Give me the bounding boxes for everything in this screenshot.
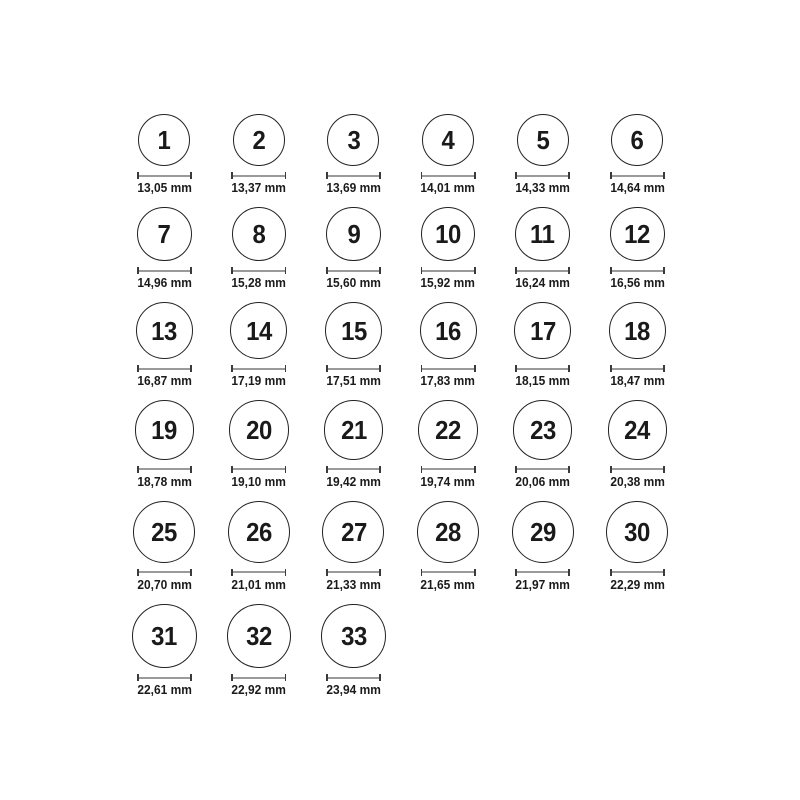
diameter-measure-line <box>610 466 665 473</box>
measure-bar <box>139 677 190 679</box>
diameter-measure-line <box>137 267 192 274</box>
diameter-measure-line <box>137 365 192 372</box>
measure-right-tick <box>474 569 476 576</box>
measure-right-tick <box>474 267 476 274</box>
measure-bar <box>328 468 379 470</box>
measure-right-tick <box>285 466 287 473</box>
measure-right-tick <box>190 466 192 473</box>
diameter-measure-line <box>137 466 192 473</box>
ring-size-cell <box>306 302 401 389</box>
diameter-measure-line <box>326 267 381 274</box>
measure-right-tick <box>379 674 381 681</box>
ring-circle <box>138 114 190 166</box>
ring-size-row <box>117 501 687 593</box>
ring-size-number: 12 <box>624 219 651 250</box>
ring-size-cell <box>401 400 496 489</box>
diameter-measure-line <box>231 267 286 274</box>
ring-size-number: 2 <box>252 125 266 155</box>
ring-circle <box>325 302 382 359</box>
measure-right-tick <box>663 365 665 372</box>
diameter-label: 15,28 mm <box>231 275 287 291</box>
diameter-label: 21,97 mm <box>515 576 570 592</box>
measure-bar <box>612 571 663 573</box>
diameter-measure-line <box>326 569 381 576</box>
measure-bar <box>139 175 190 177</box>
ring-circle <box>230 302 287 359</box>
ring-size-number: 14 <box>246 315 272 346</box>
diameter-label: 15,92 mm <box>420 275 476 291</box>
ring-size-row <box>117 302 687 389</box>
ring-circle <box>229 400 289 460</box>
diameter-measure-line <box>326 365 381 372</box>
diameter-label: 21,33 mm <box>326 576 381 592</box>
ring-size-cell <box>495 400 590 489</box>
ring-size-number: 21 <box>340 415 367 446</box>
diameter-label: 18,47 mm <box>609 373 665 389</box>
diameter-measure-line <box>326 466 381 473</box>
ring-size-cell <box>495 207 590 291</box>
measure-right-tick <box>474 466 476 473</box>
measure-right-tick <box>663 466 665 473</box>
measure-bar <box>612 468 663 470</box>
ring-circle <box>136 302 193 359</box>
ring-size-number: 10 <box>435 219 461 250</box>
measure-bar <box>139 270 190 272</box>
measure-bar <box>328 571 379 573</box>
measure-bar <box>139 468 190 470</box>
measure-right-tick <box>379 569 381 576</box>
ring-size-number: 29 <box>529 516 556 547</box>
measure-bar <box>139 368 190 370</box>
ring-circle <box>513 400 573 460</box>
ring-size-cell <box>590 114 685 196</box>
ring-size-cell <box>306 400 401 489</box>
measure-right-tick <box>379 267 381 274</box>
measure-bar <box>422 270 473 272</box>
diameter-label: 20,70 mm <box>137 576 192 592</box>
ring-size-cell <box>306 207 401 291</box>
diameter-label: 22,61 mm <box>137 682 192 698</box>
ring-size-number: 6 <box>630 125 644 155</box>
ring-circle <box>422 114 474 166</box>
ring-circle <box>417 501 479 563</box>
diameter-label: 14,01 mm <box>420 180 476 195</box>
diameter-measure-line <box>326 172 381 179</box>
ring-size-cell <box>117 604 212 698</box>
diameter-label: 22,29 mm <box>609 576 665 592</box>
ring-circle <box>609 302 666 359</box>
ring-size-cell <box>306 114 401 196</box>
diameter-label: 13,05 mm <box>137 180 192 195</box>
ring-circle <box>133 501 195 563</box>
measure-bar <box>328 175 379 177</box>
ring-size-number: 1 <box>157 125 171 155</box>
ring-size-cell <box>590 207 685 291</box>
ring-size-cell <box>306 604 401 698</box>
diameter-measure-line <box>610 569 665 576</box>
measure-right-tick <box>190 172 192 179</box>
measure-bar <box>139 571 190 573</box>
measure-right-tick <box>474 172 476 179</box>
diameter-label: 15,60 mm <box>326 275 381 291</box>
ring-size-number: 9 <box>347 219 360 250</box>
measure-bar <box>422 175 473 177</box>
diameter-label: 14,33 mm <box>515 180 570 195</box>
ring-size-cell <box>212 302 307 389</box>
measure-bar <box>233 175 284 177</box>
diameter-measure-line <box>421 267 476 274</box>
ring-size-number: 5 <box>536 125 550 155</box>
ring-size-cell <box>117 302 212 389</box>
ring-size-cell <box>401 302 496 389</box>
ring-size-cell <box>212 114 307 196</box>
measure-bar <box>517 368 568 370</box>
ring-circle <box>517 114 569 166</box>
measure-right-tick <box>379 365 381 372</box>
ring-circle <box>327 114 379 166</box>
ring-size-number: 8 <box>252 219 266 250</box>
diameter-label: 19,42 mm <box>326 473 381 489</box>
ring-size-chart <box>117 114 687 709</box>
diameter-label: 20,06 mm <box>515 473 570 489</box>
ring-size-cell <box>495 114 590 196</box>
ring-circle <box>322 501 384 563</box>
measure-bar <box>422 468 473 470</box>
ring-circle <box>321 604 386 669</box>
ring-size-number: 24 <box>624 415 651 446</box>
ring-size-number: 15 <box>340 315 367 346</box>
diameter-label: 17,83 mm <box>420 373 476 389</box>
diameter-measure-line <box>231 172 286 179</box>
ring-size-row <box>117 400 687 489</box>
diameter-measure-line <box>421 569 476 576</box>
measure-bar <box>422 571 473 573</box>
ring-circle <box>418 400 478 460</box>
ring-size-cell <box>117 207 212 291</box>
ring-circle <box>132 604 197 669</box>
ring-size-cell <box>590 501 685 593</box>
ring-size-number: 31 <box>151 620 178 651</box>
measure-bar <box>328 270 379 272</box>
measure-right-tick <box>379 466 381 473</box>
measure-right-tick <box>568 466 570 473</box>
measure-right-tick <box>568 569 570 576</box>
ring-size-cell <box>590 302 685 389</box>
ring-circle <box>324 400 384 460</box>
diameter-measure-line <box>231 569 286 576</box>
ring-size-number: 20 <box>246 415 272 446</box>
diameter-measure-line <box>231 674 286 681</box>
measure-bar <box>517 175 568 177</box>
ring-size-cell <box>306 501 401 593</box>
diameter-measure-line <box>231 466 286 473</box>
diameter-label: 20,38 mm <box>609 473 665 489</box>
ring-size-number: 13 <box>151 315 178 346</box>
diameter-measure-line <box>421 466 476 473</box>
measure-right-tick <box>285 569 287 576</box>
measure-right-tick <box>285 365 287 372</box>
measure-right-tick <box>663 172 665 179</box>
measure-bar <box>612 270 663 272</box>
diameter-label: 23,94 mm <box>326 682 381 698</box>
ring-size-cell <box>117 400 212 489</box>
diameter-label: 17,19 mm <box>231 373 287 389</box>
ring-size-number: 4 <box>441 125 455 155</box>
ring-circle <box>610 207 665 262</box>
measure-bar <box>233 677 284 679</box>
diameter-measure-line <box>421 365 476 372</box>
diameter-label: 13,69 mm <box>326 180 381 195</box>
ring-circle <box>137 207 192 262</box>
ring-size-number: 23 <box>529 415 556 446</box>
measure-bar <box>517 270 568 272</box>
measure-right-tick <box>568 267 570 274</box>
diameter-label: 16,56 mm <box>609 275 665 291</box>
ring-size-cell <box>495 302 590 389</box>
diameter-label: 18,78 mm <box>137 473 192 489</box>
ring-size-cell <box>117 501 212 593</box>
ring-size-number: 22 <box>435 415 461 446</box>
ring-circle <box>515 207 570 262</box>
ring-size-number: 19 <box>151 415 178 446</box>
ring-size-cell <box>212 604 307 698</box>
diameter-measure-line <box>137 172 192 179</box>
ring-circle <box>512 501 574 563</box>
measure-right-tick <box>285 674 287 681</box>
measure-right-tick <box>568 172 570 179</box>
diameter-measure-line <box>610 267 665 274</box>
diameter-label: 19,74 mm <box>420 473 476 489</box>
ring-size-row <box>117 207 687 291</box>
diameter-measure-line <box>326 674 381 681</box>
measure-right-tick <box>379 172 381 179</box>
measure-bar <box>233 368 284 370</box>
diameter-label: 13,37 mm <box>231 180 287 195</box>
measure-bar <box>517 468 568 470</box>
ring-circle <box>232 207 287 262</box>
diameter-measure-line <box>231 365 286 372</box>
measure-bar <box>517 571 568 573</box>
measure-right-tick <box>190 674 192 681</box>
ring-size-cell <box>212 207 307 291</box>
ring-circle <box>606 501 668 563</box>
ring-size-number: 28 <box>435 516 461 547</box>
ring-size-cell <box>495 501 590 593</box>
ring-size-number: 30 <box>624 516 651 547</box>
ring-size-number: 16 <box>435 315 461 346</box>
ring-circle <box>420 302 477 359</box>
ring-size-number: 7 <box>157 219 171 250</box>
measure-right-tick <box>190 569 192 576</box>
measure-right-tick <box>663 569 665 576</box>
diameter-measure-line <box>421 172 476 179</box>
measure-right-tick <box>190 267 192 274</box>
diameter-label: 18,15 mm <box>515 373 570 389</box>
ring-size-cell <box>401 114 496 196</box>
measure-bar <box>233 468 284 470</box>
ring-size-number: 25 <box>151 516 178 547</box>
ring-size-cell <box>401 207 496 291</box>
measure-right-tick <box>474 365 476 372</box>
ring-size-number: 3 <box>347 125 360 155</box>
diameter-measure-line <box>515 172 570 179</box>
diameter-measure-line <box>515 365 570 372</box>
ring-size-number: 32 <box>246 620 272 651</box>
ring-circle <box>227 604 292 669</box>
diameter-measure-line <box>137 674 192 681</box>
measure-bar <box>328 677 379 679</box>
measure-bar <box>422 368 473 370</box>
diameter-label: 22,92 mm <box>231 682 287 698</box>
ring-size-number: 11 <box>530 219 555 250</box>
ring-size-row <box>117 604 687 698</box>
ring-circle <box>514 302 571 359</box>
ring-size-number: 17 <box>529 315 556 346</box>
diameter-label: 21,65 mm <box>420 576 476 592</box>
ring-size-row <box>117 114 687 196</box>
diameter-label: 16,87 mm <box>137 373 192 389</box>
ring-size-cell <box>590 400 685 489</box>
diameter-measure-line <box>610 365 665 372</box>
diameter-label: 14,96 mm <box>137 275 192 291</box>
diameter-label: 14,64 mm <box>609 180 665 195</box>
ring-circle <box>421 207 476 262</box>
measure-bar <box>233 571 284 573</box>
measure-bar <box>328 368 379 370</box>
diameter-measure-line <box>137 569 192 576</box>
ring-size-number: 18 <box>624 315 651 346</box>
ring-circle <box>326 207 381 262</box>
diameter-label: 19,10 mm <box>231 473 287 489</box>
diameter-label: 16,24 mm <box>515 275 570 291</box>
diameter-measure-line <box>515 569 570 576</box>
diameter-measure-line <box>515 267 570 274</box>
ring-circle <box>228 501 290 563</box>
ring-size-cell <box>212 400 307 489</box>
measure-right-tick <box>285 172 287 179</box>
measure-right-tick <box>190 365 192 372</box>
ring-size-cell <box>117 114 212 196</box>
measure-right-tick <box>285 267 287 274</box>
ring-size-cell <box>212 501 307 593</box>
ring-size-number: 26 <box>246 516 272 547</box>
ring-size-cell <box>401 501 496 593</box>
measure-bar <box>612 368 663 370</box>
diameter-measure-line <box>515 466 570 473</box>
diameter-label: 17,51 mm <box>326 373 381 389</box>
measure-right-tick <box>663 267 665 274</box>
diameter-label: 21,01 mm <box>231 576 287 592</box>
ring-circle <box>608 400 668 460</box>
measure-bar <box>612 175 663 177</box>
ring-circle <box>233 114 285 166</box>
measure-bar <box>233 270 284 272</box>
ring-circle <box>611 114 663 166</box>
ring-size-number: 27 <box>340 516 367 547</box>
diameter-measure-line <box>610 172 665 179</box>
ring-size-number: 33 <box>340 620 367 651</box>
measure-right-tick <box>568 365 570 372</box>
ring-circle <box>135 400 195 460</box>
